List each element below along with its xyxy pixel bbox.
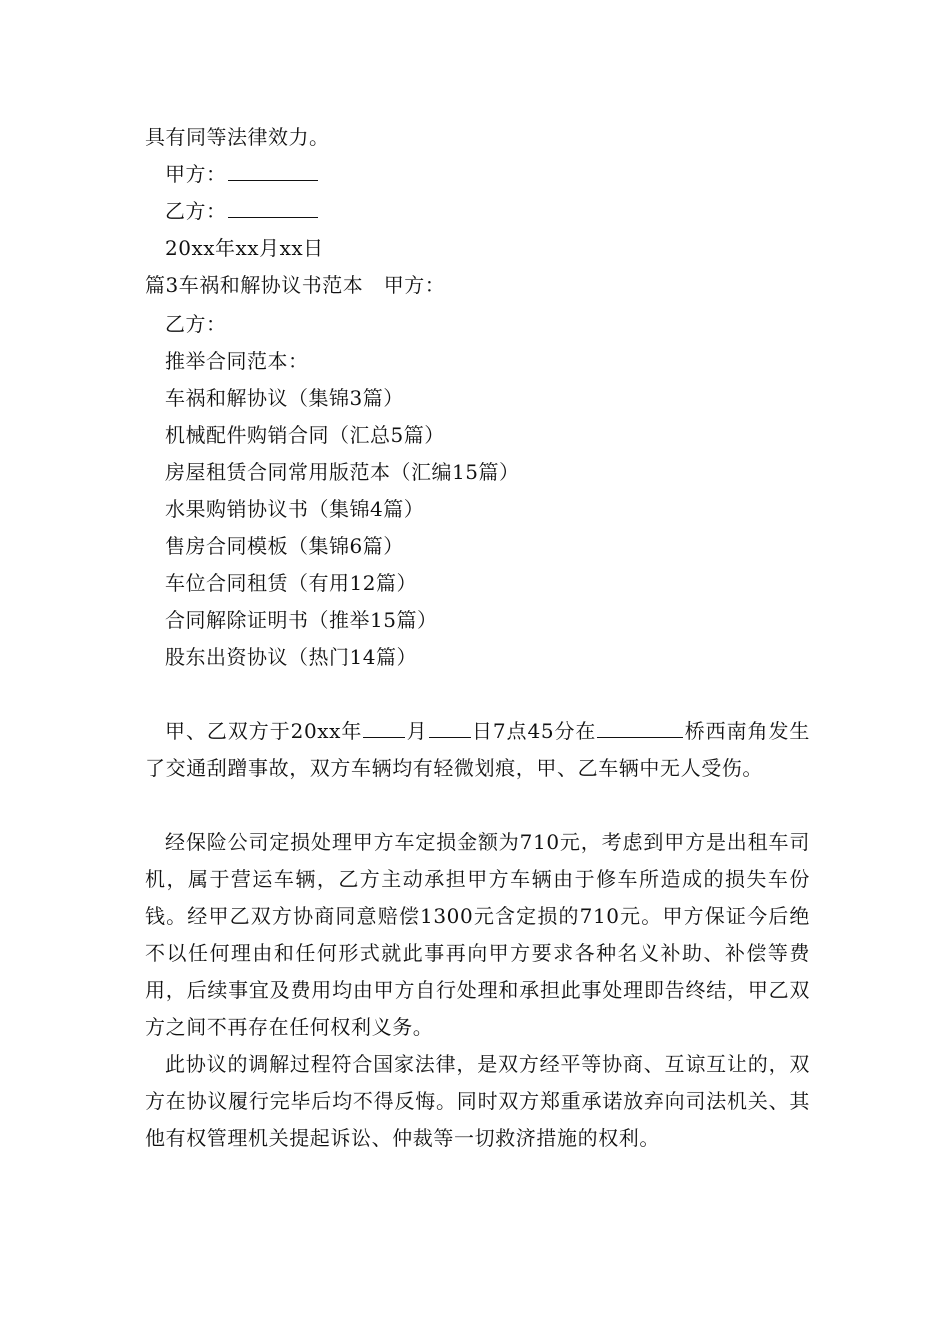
signature-blank xyxy=(228,216,318,218)
recommended-link[interactable]: 车祸和解协议（集锦3篇） xyxy=(165,386,404,410)
text-line: 具有同等法律效力。 xyxy=(145,125,330,149)
body-paragraph-accident xyxy=(145,713,810,787)
date-line: 20xx年xx月xx日 xyxy=(165,236,324,260)
recommended-link[interactable]: 机械配件购销合同（汇总5篇） xyxy=(165,423,445,447)
body-paragraph-compensation: 经保险公司定损处理甲方车定损金额为710元，考虑到甲方是出租车司机，属于营运车辆，乙方主动承担甲方车辆由于修车所造成的损失车份钱。经甲乙双方协商同意赔偿1300元含定损的710元。甲方保证今后绝不以任何理由和任何形式就此事再向甲方要求各种名义补助、补偿等费用，后续事宜及费用均由甲方自行处理和承担此事处理即告终结，甲乙双方之间不再存在任何权利义务。 xyxy=(145,830,810,1039)
party-b-signature-line xyxy=(165,198,835,224)
paragraph-text: 月 xyxy=(406,719,428,743)
fill-blank xyxy=(597,736,683,738)
recommended-link[interactable]: 售房合同模板（集锦6篇） xyxy=(165,534,404,558)
party-b-line: 乙方： xyxy=(165,312,227,336)
recommended-link[interactable]: 车位合同租赁（有用12篇） xyxy=(165,571,417,595)
party-a-signature-line xyxy=(165,161,835,187)
recommended-link[interactable]: 房屋租赁合同常用版范本（汇编15篇） xyxy=(165,460,520,484)
paragraph-text: 日7点45分在 xyxy=(471,719,597,743)
fill-blank xyxy=(363,736,405,738)
fill-blank xyxy=(429,736,471,738)
recommended-link[interactable]: 股东出资协议（热门14篇） xyxy=(165,645,417,669)
paragraph-text: 桥西南角发生了交通刮蹭事故，双方车辆均有轻微划痕，甲、乙车辆中无人受伤。 xyxy=(145,719,810,780)
recommended-link[interactable]: 合同解除证明书（推举15篇） xyxy=(165,608,438,632)
signature-blank xyxy=(228,179,318,181)
recommended-heading: 推举合同范本： xyxy=(165,349,309,373)
section-heading: 篇3车祸和解协议书范本 甲方： xyxy=(145,273,446,297)
party-a-label: 甲方： xyxy=(165,162,227,186)
paragraph-text: 甲、乙双方于20xx年 xyxy=(165,719,363,743)
party-b-label: 乙方： xyxy=(165,199,227,223)
body-paragraph-mediation: 此协议的调解过程符合国家法律，是双方经平等协商、互谅互让的，双方在协议履行完毕后均不得反悔。同时双方郑重承诺放弃向司法机关、其他有权管理机关提起诉讼、仲裁等一切救济措施的权利。 xyxy=(145,1052,810,1150)
recommended-link[interactable]: 水果购销协议书（集锦4篇） xyxy=(165,497,425,521)
